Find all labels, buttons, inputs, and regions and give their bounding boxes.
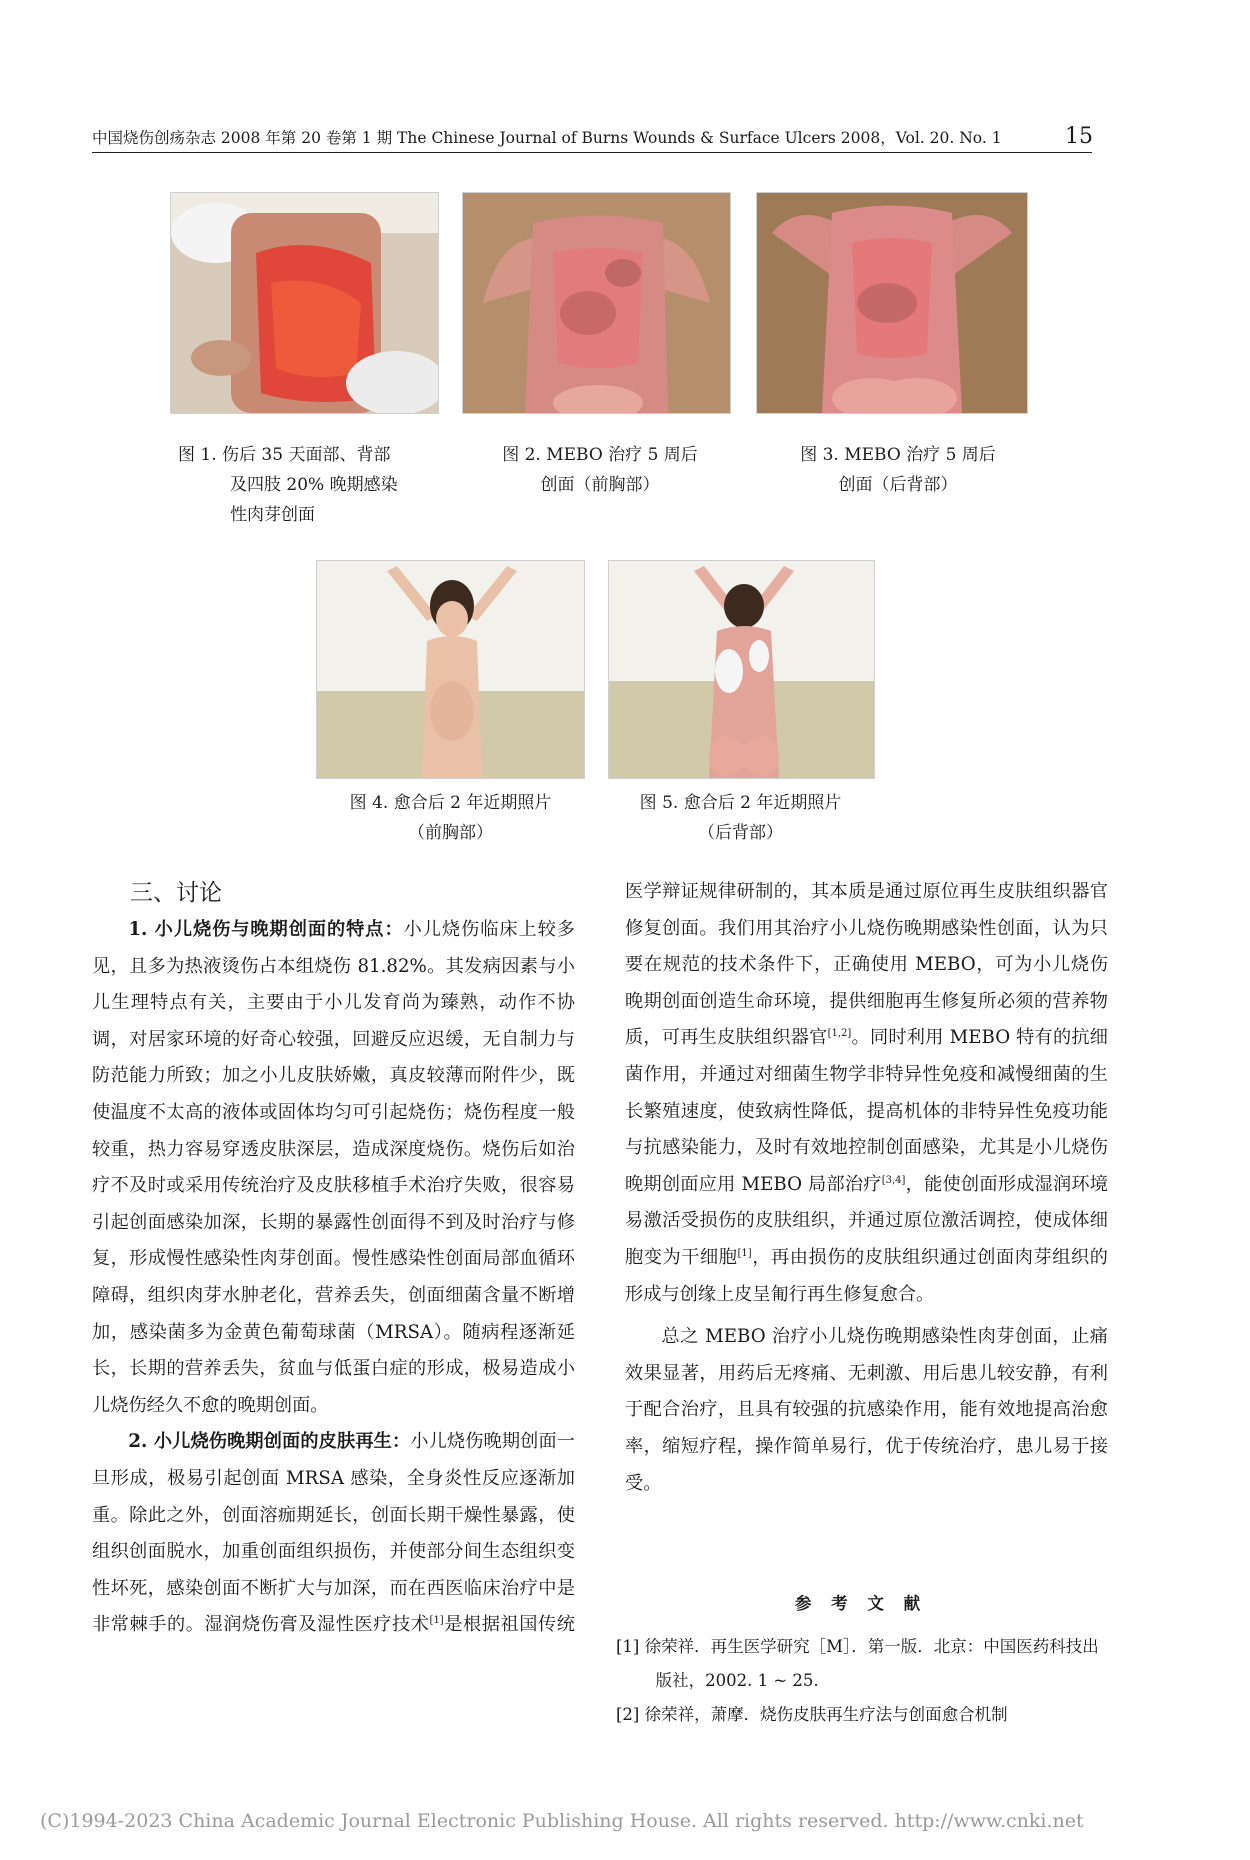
figure-5-caption-line-1: 图 5. 愈合后 2 年近期照片: [639, 793, 842, 813]
figure-2-caption-line-1: 图 2. MEBO 治疗 5 周后: [502, 445, 698, 465]
copyright-footer: (C)1994-2023 China Academic Journal Electronic Publishing House. All rights reserved. http://www.cnki.net: [40, 1810, 1084, 1832]
figure-3-photo: [756, 192, 1028, 414]
figure-4-photo: [316, 560, 585, 779]
figure-3-image: [757, 193, 1027, 413]
figure-1-caption-line-3: 性肉芽创面: [230, 505, 315, 525]
figure-1-image: [171, 193, 438, 413]
figure-4-caption-line-2: （前胸部）: [408, 823, 493, 843]
figure-1-caption-line-2: 及四肢 20% 晚期感染: [230, 475, 398, 495]
figure-5-caption-line-2: （后背部）: [698, 823, 783, 843]
page-number: 15: [1065, 124, 1093, 149]
header-rule: [92, 152, 1092, 153]
figure-2-caption-line-2: 创面（前胸部）: [540, 475, 660, 495]
paragraph-3: 总之 MEBO 治疗小儿烧伤晚期感染性肉芽创面，止痛效果显著，用药后无疼痛、无刺激、用后患儿较安静，有利于配合治疗，且具有较强的抗感染作用，能有效地提高治愈率，缩短疗程，操作简单易行，优于传统治疗，患儿易于接受。: [625, 1326, 1108, 1494]
paragraph-1-title: 1. 小儿烧伤与晚期创面的特点：: [128, 919, 404, 940]
paragraph-2-text-d: ，能使创面形成湿润环境易激活受损伤的皮肤组织，并通过原位激活调控，使成体细胞变为干细胞: [625, 1173, 1108, 1268]
section-heading: 三、讨论: [130, 880, 222, 906]
figure-1-caption: [178, 440, 448, 530]
paragraph-2-title: 2. 小儿烧伤晚期创面的皮肤再生：: [128, 1431, 411, 1453]
paragraph-2-text-c: 。同时利用 MEBO 特有的抗细菌作用，并通过对细菌生物学非特异性免疫和减慢细菌的生长繁殖速度，使致病性降低，提高机体的非特异性免疫功能与抗感染能力，及时有效地控制创面感染，尤其是小儿烧伤晚期创面应用 MEBO 局部治疗: [625, 1027, 1108, 1195]
figure-2-image: [463, 193, 730, 413]
figure-2-photo: [462, 192, 731, 414]
citation-1: [1]: [429, 1615, 444, 1627]
references-title: 参 考 文 献: [794, 1594, 928, 1613]
paragraph-1-text: 小儿烧伤临床上较多见，且多为热液烫伤占本组烧伤 81.82%。其发病因素与小儿生理特点有关，主要由于小儿发育尚为臻熟，动作不协调，对居家环境的好奇心较强，回避反应迟缓，无自制力与防范能力所致；加之小儿皮肤娇嫩，真皮较薄而附件少，既使温度不太高的液体或固体均匀可引起烧伤；烧伤程度一般较重，热力容易穿透皮肤深层，造成深度烧伤。烧伤后如治疗不及时或采用传统治疗及皮肤移植手术治疗失败，很容易引起创面感染加深，长期的暴露性创面得不到及时治疗与修复，形成慢性感染性肉芽创面。慢性感染性创面局部血循环障碍，组织肉芽水肿老化，营养丢失，创面细菌含量不断增加，感染菌多为金黄色葡萄球菌（MRSA）。随病程逐渐延长，长期的营养丢失，贫血与低蛋白症的形成，极易造成小儿烧伤经久不愈的晚期创面。: [92, 919, 575, 1416]
figure-4-caption: [318, 788, 583, 848]
figure-2-caption: [470, 440, 730, 500]
figure-4-caption-line-1: 图 4. 愈合后 2 年近期照片: [349, 793, 552, 813]
figure-3-caption-line-1: 图 3. MEBO 治疗 5 周后: [800, 445, 996, 465]
running-header: 中国烧伤创疡杂志 2008 年第 20 卷第 1 期 The Chinese Journal of Burns Wounds & Surface Ulcers 2008，Vol. 20. No. 1: [92, 129, 1002, 147]
figure-3-caption-line-2: 创面（后背部）: [838, 475, 958, 495]
reference-2: [2] 徐荣祥，萧摩．烧伤皮肤再生疗法与创面愈合机制: [616, 1705, 1008, 1724]
figure-1-photo: [170, 192, 439, 414]
figure-4-image: [317, 561, 584, 778]
figure-5-photo: [608, 560, 875, 779]
reference-1: [1] 徐荣祥．再生医学研究［M］．第一版．北京：中国医药科技出版社，2002. 1 ~ 25.: [616, 1637, 1099, 1690]
article-body: [92, 874, 1108, 1674]
paragraph-2-text-b: 是根据祖国传统医学辩证规律研制的，其本质是通过原位再生皮肤组织器官修复创面。我们用其治疗小儿烧伤晚期感染性创面，认为只要在规范的技术条件下，正确使用 MEBO，可为小儿烧伤晚期创面创造生命环境，提供细胞再生修复所必须的营养物质，可再生皮肤组织器官: [443, 881, 1108, 1636]
figure-5-caption: [608, 788, 873, 848]
citation-3-4: [3,4]: [881, 1174, 906, 1186]
figure-5-image: [609, 561, 874, 778]
paragraph-2-text-e: ，再由损伤的皮肤组织通过创面肉芽组织的形成与创缘上皮呈匍行再生修复愈合。: [625, 1246, 1108, 1305]
references-list: [616, 1630, 1108, 1732]
paragraph-2-text-a: 小儿烧伤晚期创面一旦形成，极易引起创面 MRSA 感染，全身炎性反应逐渐加重。除此之外，创面溶痂期延长，创面长期干燥性暴露，使组织创面脱水，加重创面组织损伤，并使部分间生态组织变性坏死，感染创面不断扩大与加深，而在西医临床治疗中是非常棘手的。湿润烧伤膏及湿性医疗技术: [92, 1431, 575, 1636]
citation-1b: [1]: [737, 1247, 752, 1259]
paragraph-1: [92, 912, 575, 1424]
figure-1-caption-line-1: 图 1. 伤后 35 天面部、背部: [178, 445, 391, 465]
figure-3-caption: [768, 440, 1028, 500]
citation-1-2: [1,2]: [827, 1028, 852, 1040]
